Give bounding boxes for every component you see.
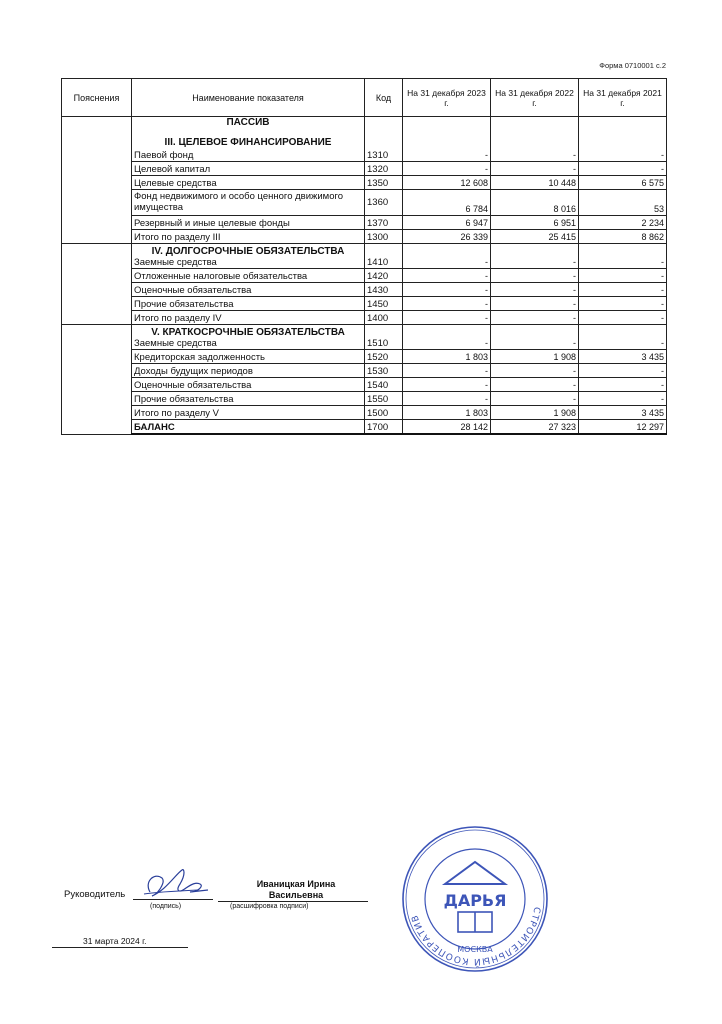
table-row: [62, 392, 667, 406]
row-value-2021: -: [579, 378, 667, 392]
balance-table: [61, 78, 667, 435]
row-code: 1300: [365, 230, 403, 244]
row-code: 1500: [365, 406, 403, 420]
row-code: 1540: [365, 378, 403, 392]
row-value-2022: 10 448: [491, 176, 579, 190]
row-code: 1410: [365, 244, 403, 269]
header-explanations: Пояснения: [62, 79, 132, 117]
row-value-2023: 1 803: [403, 406, 491, 420]
table-row: [62, 297, 667, 311]
header-indicator-name: Наименование показателя: [132, 79, 365, 117]
row-code: 1430: [365, 283, 403, 297]
row-code: 1360: [365, 190, 403, 216]
row-name: Прочие обязательства: [132, 297, 365, 311]
row-code: 1400: [365, 311, 403, 325]
row-value-2022: 8 016: [491, 190, 579, 216]
row-code: 1320: [365, 162, 403, 176]
row-code: 1520: [365, 350, 403, 364]
row-name: [132, 117, 365, 162]
stamp-ring-text: СТРОИТЕЛЬНЫЙ КООПЕРАТИВ: [410, 905, 542, 967]
row-value-2022: -: [491, 244, 579, 269]
row-code: 1550: [365, 392, 403, 406]
header-row: [62, 79, 667, 117]
date-line: [52, 947, 188, 948]
row-value-2023: -: [403, 244, 491, 269]
explanations-cell: [62, 325, 132, 435]
header-2021: На 31 декабря 2021 г.: [579, 79, 667, 117]
table-row: [62, 117, 667, 162]
row-name: Кредиторская задолженность: [132, 350, 365, 364]
row-value-2022: -: [491, 378, 579, 392]
table-row: [62, 378, 667, 392]
header-2022: На 31 декабря 2022 г.: [491, 79, 579, 117]
row-code: 1450: [365, 297, 403, 311]
row-value-2021: 3 435: [579, 406, 667, 420]
row-value-2022: -: [491, 283, 579, 297]
row-name: Итого по разделу III: [132, 230, 365, 244]
section-4-title: IV. ДОЛГОСРОЧНЫЕ ОБЯЗАТЕЛЬСТВА: [151, 246, 345, 257]
handwritten-signature: [136, 860, 216, 904]
name-caption: (расшифровка подписи): [230, 903, 309, 910]
row-value-2023: -: [403, 162, 491, 176]
row-name: Отложенные налоговые обязательства: [132, 269, 365, 283]
row-value-2022: 25 415: [491, 230, 579, 244]
signature-date: 31 марта 2024 г.: [83, 936, 147, 946]
organization-stamp: [400, 824, 550, 974]
row-value-2023: 6 784: [403, 190, 491, 216]
row-code: 1350: [365, 176, 403, 190]
table-row: [62, 406, 667, 420]
signatory-name: [236, 879, 356, 901]
row-value-2021: -: [579, 392, 667, 406]
row-name: [132, 325, 365, 350]
row-value-2023: -: [403, 392, 491, 406]
row-value-2021: -: [579, 311, 667, 325]
row-value-2022: 27 323: [491, 420, 579, 435]
section-5-title: V. КРАТКОСРОЧНЫЕ ОБЯЗАТЕЛЬСТВА: [151, 327, 345, 338]
table-row: [62, 311, 667, 325]
signatory-name-line-1: Иваницкая Ирина: [256, 879, 336, 889]
table-row: [62, 230, 667, 244]
table-row: [62, 162, 667, 176]
row-name: Доходы будущих периодов: [132, 364, 365, 378]
row-name-text: Заемные средства: [134, 257, 217, 268]
name-line: [218, 901, 368, 902]
row-name-text: Паевой фонд: [134, 150, 194, 161]
row-value-2023: -: [403, 325, 491, 350]
table-row: [62, 190, 667, 216]
row-value-2021: -: [579, 283, 667, 297]
row-value-2023: -: [403, 117, 491, 162]
row-value-2021: -: [579, 297, 667, 311]
row-code: 1420: [365, 269, 403, 283]
row-value-2021: -: [579, 269, 667, 283]
row-value-2023: -: [403, 311, 491, 325]
row-value-2021: 2 234: [579, 216, 667, 230]
row-value-2022: -: [491, 364, 579, 378]
explanations-cell: [62, 244, 132, 325]
row-value-2023: 28 142: [403, 420, 491, 435]
row-value-2023: -: [403, 378, 491, 392]
row-name: Целевые средства: [132, 176, 365, 190]
row-value-2023: 26 339: [403, 230, 491, 244]
row-value-2021: -: [579, 244, 667, 269]
table-row: [62, 244, 667, 269]
table-row: [62, 283, 667, 297]
row-value-2022: -: [491, 325, 579, 350]
signatory-name-line-2: Васильевна: [268, 890, 324, 900]
balance-row: [62, 420, 667, 435]
signatory-role: Руководитель: [64, 889, 126, 900]
row-code: 1310: [365, 117, 403, 162]
row-value-2021: -: [579, 325, 667, 350]
row-value-2022: 6 951: [491, 216, 579, 230]
row-value-2021: 53: [579, 190, 667, 216]
row-value-2022: 1 908: [491, 406, 579, 420]
row-value-2023: -: [403, 269, 491, 283]
table-row: [62, 176, 667, 190]
table-row: [62, 216, 667, 230]
row-name: Итого по разделу V: [132, 406, 365, 420]
row-code: 1530: [365, 364, 403, 378]
row-value-2021: -: [579, 162, 667, 176]
row-value-2021: 6 575: [579, 176, 667, 190]
row-name: [132, 244, 365, 269]
row-value-2022: 1 908: [491, 350, 579, 364]
header-code: Код: [365, 79, 403, 117]
row-value-2023: -: [403, 364, 491, 378]
row-value-2021: -: [579, 117, 667, 162]
row-value-2021: 8 862: [579, 230, 667, 244]
row-code: 1510: [365, 325, 403, 350]
row-value-2023: -: [403, 297, 491, 311]
row-name: Итого по разделу IV: [132, 311, 365, 325]
row-value-2022: -: [491, 297, 579, 311]
row-name: Целевой капитал: [132, 162, 365, 176]
row-value-2022: -: [491, 269, 579, 283]
stamp-center-text: ДАРЬЯ: [443, 891, 507, 910]
row-name-text: Заемные средства: [134, 338, 217, 349]
section-3-title: III. ЦЕЛЕВОЕ ФИНАНСИРОВАНИЕ: [164, 137, 332, 148]
row-value-2021: -: [579, 364, 667, 378]
row-code: 1370: [365, 216, 403, 230]
row-value-2023: 12 608: [403, 176, 491, 190]
row-value-2022: -: [491, 162, 579, 176]
row-value-2023: 6 947: [403, 216, 491, 230]
row-code: 1700: [365, 420, 403, 435]
row-value-2021: 3 435: [579, 350, 667, 364]
table-row: [62, 350, 667, 364]
passiv-title: ПАССИВ: [226, 117, 270, 128]
explanations-cell: [62, 117, 132, 244]
row-name: Фонд недвижимого и особо ценного движимого имущества: [132, 190, 365, 216]
row-value-2021: 12 297: [579, 420, 667, 435]
header-2023: На 31 декабря 2023 г.: [403, 79, 491, 117]
table-row: [62, 269, 667, 283]
row-value-2022: -: [491, 392, 579, 406]
row-name: Прочие обязательства: [132, 392, 365, 406]
table-row: [62, 325, 667, 350]
row-name: Резервный и иные целевые фонды: [132, 216, 365, 230]
row-value-2022: -: [491, 311, 579, 325]
row-value-2023: -: [403, 283, 491, 297]
row-name: Оценочные обязательства: [132, 378, 365, 392]
row-name: Оценочные обязательства: [132, 283, 365, 297]
row-name: БАЛАНС: [132, 420, 365, 435]
form-code: Форма 0710001 с.2: [599, 61, 666, 70]
stamp-bottom-text: МОСКВА: [457, 945, 493, 954]
row-value-2022: -: [491, 117, 579, 162]
signature-line: [133, 899, 213, 900]
row-value-2023: 1 803: [403, 350, 491, 364]
signature-caption: (подпись): [150, 903, 182, 910]
table-row: [62, 364, 667, 378]
